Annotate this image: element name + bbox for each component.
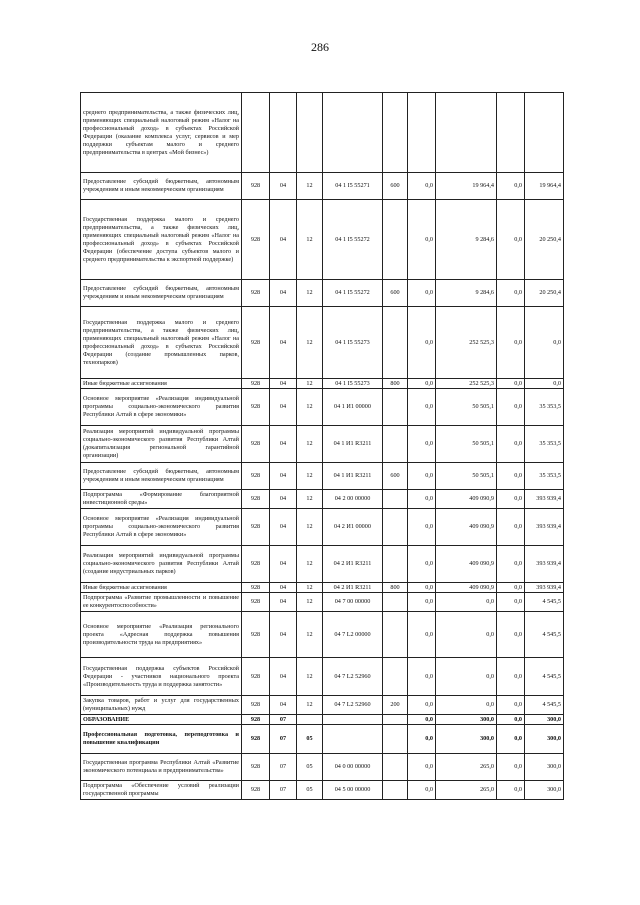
amount-cell: 0,0: [497, 307, 525, 379]
expenditure-name-cell: Основное мероприятие «Реализация индивидуальной программы социально-экономического развития Республики Алтай в сфере экономики»: [81, 509, 242, 546]
amount-cell: 0,0: [497, 389, 525, 426]
subsection-code-cell: 12: [297, 658, 323, 696]
target-article-cell: 04 2 И1 R3211: [323, 546, 383, 583]
table-row: [81, 658, 564, 696]
grbs-code-cell: 928: [242, 754, 270, 781]
target-article-cell: [323, 725, 383, 754]
expenditure-name-cell: Основное мероприятие «Реализация индивидуальной программы социально-экономического развития Республики Алтай в сфере экономики»: [81, 389, 242, 426]
section-code-cell: 07: [270, 715, 297, 725]
amount-cell: 50 505,1: [436, 426, 497, 463]
target-article-cell: 04 7 L2 52960: [323, 658, 383, 696]
amount-cell: 0,0: [408, 725, 436, 754]
subsection-code-cell: 12: [297, 490, 323, 509]
target-article-cell: 04 2 И1 00000: [323, 509, 383, 546]
expenditure-name-cell: Государственная поддержка малого и среднего предпринимательства, а также физических лиц, применяющих специальный налоговый режим «Налог на профессиональный доход» в субъектах Российской Федерации (создание промышленных парков, технопарков): [81, 307, 242, 379]
amount-cell: 0,0: [497, 658, 525, 696]
expenditure-name-cell: Государственная поддержка субъектов Российской Федерации - участников национального проекта «Производительность труда и поддержка занятости»: [81, 658, 242, 696]
amount-cell: 0,0: [408, 781, 436, 800]
table-row: [81, 612, 564, 658]
target-article-cell: 04 2 И1 R3211: [323, 583, 383, 593]
grbs-code-cell: 928: [242, 593, 270, 612]
grbs-code-cell: 928: [242, 307, 270, 379]
expenditure-name-cell: Подпрограмма «Формирование благоприятной инвестиционной среды»: [81, 490, 242, 509]
amount-cell: 300,0: [525, 715, 564, 725]
grbs-code-cell: 928: [242, 379, 270, 389]
amount-cell: 409 090,9: [436, 509, 497, 546]
section-code-cell: 04: [270, 463, 297, 490]
amount-cell: 0,0: [408, 583, 436, 593]
grbs-code-cell: 928: [242, 658, 270, 696]
amount-cell: 0,0: [436, 658, 497, 696]
amount-cell: 0,0: [436, 696, 497, 715]
amount-cell: 0,0: [497, 725, 525, 754]
amount-cell: 0,0: [408, 612, 436, 658]
amount-cell: 0,0: [408, 379, 436, 389]
amount-cell: 265,0: [436, 781, 497, 800]
amount-cell: 0,0: [408, 658, 436, 696]
table-row: [81, 379, 564, 389]
expenditure-name-cell: Реализация мероприятий индивидуальной программы социально-экономического развития Республики Алтай (создание индустриальных парков): [81, 546, 242, 583]
amount-cell: 0,0: [408, 593, 436, 612]
table-row: [81, 307, 564, 379]
grbs-code-cell: 928: [242, 715, 270, 725]
amount-cell: 0,0: [497, 173, 525, 200]
subsection-code-cell: 12: [297, 696, 323, 715]
amount-cell: 0,0: [408, 426, 436, 463]
expenditure-name-cell: Закупка товаров, работ и услуг для государственных (муниципальных) нужд: [81, 696, 242, 715]
amount-cell: 0,0: [408, 280, 436, 307]
section-code-cell: 04: [270, 593, 297, 612]
expense-type-cell: 200: [383, 696, 408, 715]
target-article-cell: 04 1 I5 55273: [323, 307, 383, 379]
amount-cell: [497, 93, 525, 173]
table-row: [81, 754, 564, 781]
expenditure-name-cell: Предоставление субсидий бюджетным, автономным учреждениям и иным некоммерческим организациям: [81, 463, 242, 490]
amount-cell: 20 250,4: [525, 280, 564, 307]
page-number: 286: [311, 40, 329, 54]
amount-cell: 0,0: [497, 593, 525, 612]
table-row: [81, 583, 564, 593]
amount-cell: 9 284,6: [436, 280, 497, 307]
target-article-cell: 04 1 И1 R3211: [323, 463, 383, 490]
amount-cell: 252 525,3: [436, 379, 497, 389]
subsection-code-cell: [297, 93, 323, 173]
expenditure-name-cell: среднего предпринимательства, а также физических лиц, применяющих специальный налоговый режим «Налог на профессиональный доход» в субъектах Российской Федерации (оказание комплекса услуг, сервисов и мер поддержки субъектам малого и среднего предпринимательства в центрах «Мой бизнес»): [81, 93, 242, 173]
amount-cell: 0,0: [497, 379, 525, 389]
table-row: [81, 509, 564, 546]
subsection-code-cell: 05: [297, 781, 323, 800]
expense-type-cell: [383, 93, 408, 173]
amount-cell: 35 353,5: [525, 389, 564, 426]
subsection-code-cell: 12: [297, 280, 323, 307]
section-code-cell: 04: [270, 307, 297, 379]
subsection-code-cell: 05: [297, 754, 323, 781]
amount-cell: 265,0: [436, 754, 497, 781]
expense-type-cell: [383, 200, 408, 280]
expenditure-name-cell: Подпрограмма «Развитие промышленности и повышение ее конкурентоспособности»: [81, 593, 242, 612]
expense-type-cell: [383, 426, 408, 463]
subsection-code-cell: 12: [297, 583, 323, 593]
table-row: [81, 490, 564, 509]
expense-type-cell: [383, 658, 408, 696]
section-code-cell: [270, 93, 297, 173]
expenditure-name-cell: Предоставление субсидий бюджетным, автономным учреждениям и иным некоммерческим организациям: [81, 280, 242, 307]
amount-cell: 0,0: [497, 715, 525, 725]
amount-cell: 0,0: [436, 593, 497, 612]
section-code-cell: 04: [270, 426, 297, 463]
amount-cell: 0,0: [497, 490, 525, 509]
table-body: [81, 93, 564, 800]
table-row: [81, 200, 564, 280]
table-row: [81, 93, 564, 173]
grbs-code-cell: 928: [242, 463, 270, 490]
subsection-code-cell: 12: [297, 379, 323, 389]
section-code-cell: 07: [270, 725, 297, 754]
target-article-cell: 04 1 И1 R3211: [323, 426, 383, 463]
subsection-code-cell: 12: [297, 307, 323, 379]
grbs-code-cell: 928: [242, 696, 270, 715]
expenditure-name-cell: Иные бюджетные ассигнования: [81, 583, 242, 593]
expense-type-cell: [383, 781, 408, 800]
table-row: [81, 426, 564, 463]
amount-cell: [436, 93, 497, 173]
section-code-cell: 04: [270, 200, 297, 280]
amount-cell: 20 250,4: [525, 200, 564, 280]
table-row: [81, 389, 564, 426]
amount-cell: 50 505,1: [436, 389, 497, 426]
expense-type-cell: 800: [383, 583, 408, 593]
section-code-cell: 04: [270, 490, 297, 509]
expense-type-cell: [383, 593, 408, 612]
subsection-code-cell: 12: [297, 200, 323, 280]
target-article-cell: 04 7 00 00000: [323, 593, 383, 612]
expense-type-cell: [383, 546, 408, 583]
amount-cell: 409 090,9: [436, 546, 497, 583]
grbs-code-cell: 928: [242, 200, 270, 280]
section-code-cell: 07: [270, 781, 297, 800]
amount-cell: 0,0: [497, 200, 525, 280]
target-article-cell: 04 7 L2 52960: [323, 696, 383, 715]
expenditure-name-cell: Государственная программа Республики Алтай «Развитие экономического потенциала и предпринимательства»: [81, 754, 242, 781]
amount-cell: 4 545,5: [525, 612, 564, 658]
section-code-cell: 04: [270, 389, 297, 426]
grbs-code-cell: 928: [242, 781, 270, 800]
table-row: [81, 280, 564, 307]
table-row: [81, 781, 564, 800]
amount-cell: 300,0: [525, 754, 564, 781]
table-row: [81, 593, 564, 612]
amount-cell: 35 353,5: [525, 463, 564, 490]
target-article-cell: 04 1 И1 00000: [323, 389, 383, 426]
grbs-code-cell: 928: [242, 173, 270, 200]
amount-cell: 0,0: [497, 612, 525, 658]
table-row: [81, 696, 564, 715]
target-article-cell: 04 1 I5 55273: [323, 379, 383, 389]
section-code-cell: 07: [270, 754, 297, 781]
target-article-cell: 04 1 I5 55271: [323, 173, 383, 200]
subsection-code-cell: [297, 715, 323, 725]
section-code-cell: 04: [270, 379, 297, 389]
expense-type-cell: 800: [383, 379, 408, 389]
target-article-cell: [323, 715, 383, 725]
amount-cell: 300,0: [436, 715, 497, 725]
grbs-code-cell: 928: [242, 583, 270, 593]
amount-cell: 393 939,4: [525, 546, 564, 583]
amount-cell: 300,0: [525, 781, 564, 800]
subsection-code-cell: 12: [297, 463, 323, 490]
section-code-cell: 04: [270, 583, 297, 593]
section-code-cell: 04: [270, 173, 297, 200]
subsection-code-cell: 12: [297, 509, 323, 546]
grbs-code-cell: 928: [242, 546, 270, 583]
expenditure-name-cell: Подпрограмма «Обеспечение условий реализации государственной программы: [81, 781, 242, 800]
amount-cell: 4 545,5: [525, 658, 564, 696]
table-row: [81, 715, 564, 725]
expense-type-cell: [383, 754, 408, 781]
amount-cell: [408, 93, 436, 173]
table-row: [81, 546, 564, 583]
grbs-code-cell: 928: [242, 280, 270, 307]
table-row: [81, 173, 564, 200]
expense-type-cell: 600: [383, 280, 408, 307]
section-code-cell: 04: [270, 280, 297, 307]
expense-type-cell: [383, 725, 408, 754]
grbs-code-cell: 928: [242, 426, 270, 463]
amount-cell: 19 964,4: [525, 173, 564, 200]
target-article-cell: 04 1 I5 55272: [323, 200, 383, 280]
subsection-code-cell: 12: [297, 389, 323, 426]
amount-cell: 0,0: [525, 307, 564, 379]
amount-cell: 393 939,4: [525, 490, 564, 509]
expense-type-cell: 600: [383, 173, 408, 200]
amount-cell: 0,0: [436, 612, 497, 658]
table-row: [81, 725, 564, 754]
amount-cell: 0,0: [408, 463, 436, 490]
amount-cell: 0,0: [408, 696, 436, 715]
amount-cell: 50 505,1: [436, 463, 497, 490]
target-article-cell: [323, 93, 383, 173]
amount-cell: 0,0: [497, 426, 525, 463]
target-article-cell: 04 7 L2 00000: [323, 612, 383, 658]
section-code-cell: 04: [270, 509, 297, 546]
grbs-code-cell: [242, 93, 270, 173]
target-article-cell: 04 0 00 00000: [323, 754, 383, 781]
expense-type-cell: [383, 389, 408, 426]
subsection-code-cell: 05: [297, 725, 323, 754]
subsection-code-cell: 12: [297, 612, 323, 658]
section-code-cell: 04: [270, 546, 297, 583]
amount-cell: 0,0: [497, 546, 525, 583]
expense-type-cell: [383, 715, 408, 725]
expenditure-name-cell: Реализация мероприятий индивидуальной программы социально-экономического развития Республики Алтай (докапитализация региональной гарантийной организации): [81, 426, 242, 463]
target-article-cell: 04 2 00 00000: [323, 490, 383, 509]
amount-cell: 0,0: [408, 389, 436, 426]
expense-type-cell: [383, 490, 408, 509]
amount-cell: 409 090,9: [436, 583, 497, 593]
amount-cell: 0,0: [497, 509, 525, 546]
grbs-code-cell: 928: [242, 725, 270, 754]
amount-cell: 0,0: [408, 173, 436, 200]
amount-cell: 0,0: [525, 379, 564, 389]
expenditure-name-cell: Государственная поддержка малого и среднего предпринимательства, а также физических лиц, применяющих специальный налоговый режим «Налог на профессиональный доход» в субъектах Российской Федерации (обеспечение доступа субъектов малого и среднего предпринимательства к экспортной поддержке): [81, 200, 242, 280]
amount-cell: 0,0: [408, 307, 436, 379]
budget-table: [80, 92, 564, 800]
expenditure-name-cell: ОБРАЗОВАНИЕ: [81, 715, 242, 725]
expense-type-cell: [383, 509, 408, 546]
grbs-code-cell: 928: [242, 389, 270, 426]
expense-type-cell: 600: [383, 463, 408, 490]
amount-cell: 0,0: [408, 754, 436, 781]
amount-cell: 0,0: [408, 715, 436, 725]
section-code-cell: 04: [270, 612, 297, 658]
section-code-cell: 04: [270, 696, 297, 715]
table-row: [81, 463, 564, 490]
subsection-code-cell: 12: [297, 426, 323, 463]
amount-cell: 19 964,4: [436, 173, 497, 200]
amount-cell: 300,0: [436, 725, 497, 754]
amount-cell: 300,0: [525, 725, 564, 754]
expense-type-cell: [383, 307, 408, 379]
target-article-cell: 04 1 I5 55272: [323, 280, 383, 307]
amount-cell: 393 939,4: [525, 509, 564, 546]
section-code-cell: 04: [270, 658, 297, 696]
amount-cell: 0,0: [497, 696, 525, 715]
amount-cell: 0,0: [497, 754, 525, 781]
expenditure-name-cell: Предоставление субсидий бюджетным, автономным учреждениям и иным некоммерческим организациям: [81, 173, 242, 200]
grbs-code-cell: 928: [242, 509, 270, 546]
amount-cell: 0,0: [497, 781, 525, 800]
amount-cell: 252 525,3: [436, 307, 497, 379]
amount-cell: 409 090,9: [436, 490, 497, 509]
target-article-cell: 04 5 00 00000: [323, 781, 383, 800]
subsection-code-cell: 12: [297, 546, 323, 583]
amount-cell: 0,0: [408, 200, 436, 280]
amount-cell: 0,0: [408, 509, 436, 546]
amount-cell: 0,0: [497, 583, 525, 593]
amount-cell: 0,0: [408, 490, 436, 509]
expenditure-name-cell: Основное мероприятие «Реализация регионального проекта «Адресная поддержка повышения производительности труда на предприятиях»: [81, 612, 242, 658]
grbs-code-cell: 928: [242, 612, 270, 658]
grbs-code-cell: 928: [242, 490, 270, 509]
amount-cell: 0,0: [408, 546, 436, 583]
amount-cell: 4 545,5: [525, 696, 564, 715]
amount-cell: [525, 93, 564, 173]
amount-cell: 0,0: [497, 463, 525, 490]
expense-type-cell: [383, 612, 408, 658]
expenditure-name-cell: Профессиональная подготовка, переподготовка и повышение квалификации: [81, 725, 242, 754]
subsection-code-cell: 12: [297, 593, 323, 612]
amount-cell: 0,0: [497, 280, 525, 307]
expenditure-name-cell: Иные бюджетные ассигнования: [81, 379, 242, 389]
amount-cell: 35 353,5: [525, 426, 564, 463]
subsection-code-cell: 12: [297, 173, 323, 200]
amount-cell: 4 545,5: [525, 593, 564, 612]
amount-cell: 393 939,4: [525, 583, 564, 593]
amount-cell: 9 284,6: [436, 200, 497, 280]
